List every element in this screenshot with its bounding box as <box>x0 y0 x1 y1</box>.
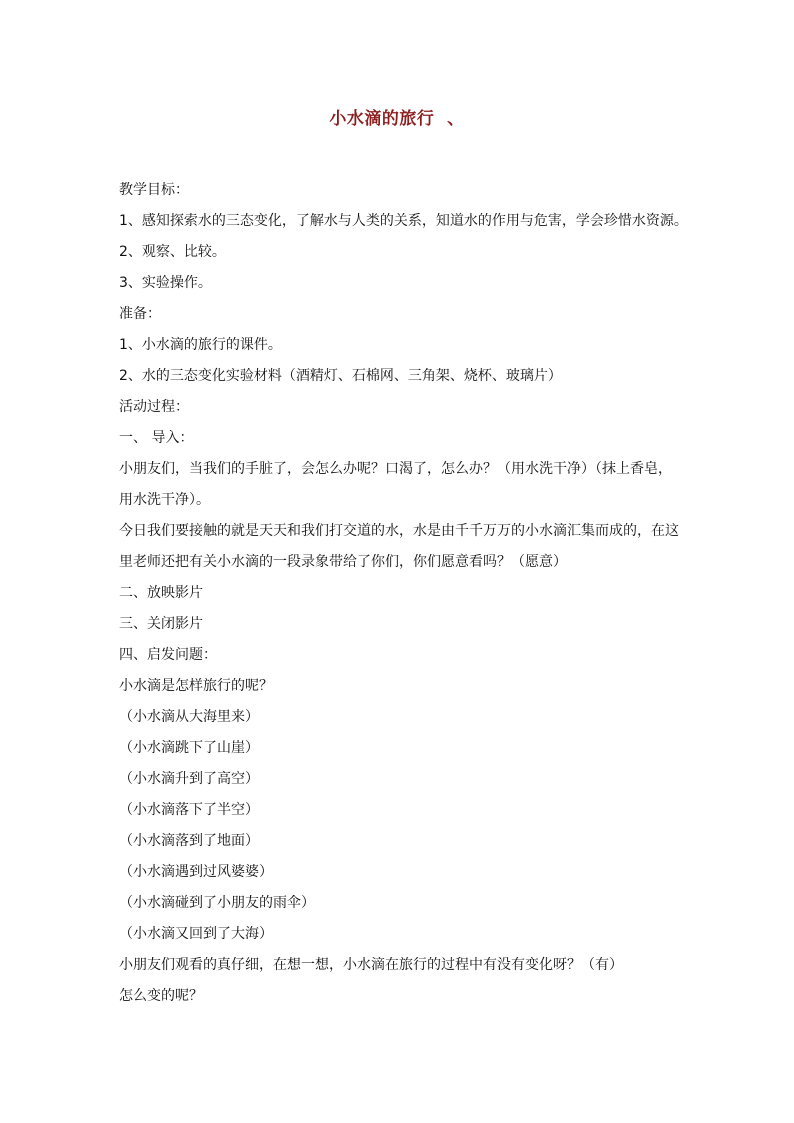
paragraph-line: （小水滴遇到过风婆婆） <box>119 864 273 880</box>
paragraph-line: 教学目标： <box>119 182 189 198</box>
paragraph-line: 1、小水滴的旅行的课件。 <box>119 337 282 353</box>
paragraph-line: 用水洗干净）。 <box>119 492 210 508</box>
paragraph-line: 三、关闭影片 <box>119 616 203 632</box>
paragraph-line: 里老师还把有关小水滴的一段录象带给了你们，你们愿意看吗？（愿意） <box>119 554 567 570</box>
paragraph-line: 1、感知探索水的三态变化，了解水与人类的关系，知道水的作用与危害，学会珍惜水资源。 <box>119 213 688 229</box>
paragraph-line: 小水滴是怎样旅行的呢？ <box>119 678 273 694</box>
paragraph-line: （小水滴又回到了大海） <box>119 926 273 942</box>
paragraph-line: （小水滴升到了高空） <box>119 771 259 787</box>
paragraph-line: 准备： <box>119 306 161 322</box>
paragraph-line: 怎么变的呢？ <box>119 988 203 1004</box>
paragraph-line: （小水滴落下了半空） <box>119 802 259 818</box>
paragraph-line: （小水滴跳下了山崖） <box>119 740 259 756</box>
paragraph-line: （小水滴碰到了小朋友的雨伞） <box>119 895 315 911</box>
paragraph-line: 一、 导入： <box>119 430 194 446</box>
paragraph-line: 四、启发问题： <box>119 647 217 663</box>
paragraph-line: 二、放映影片 <box>119 585 203 601</box>
document-title: 小水滴的旅行 、 <box>329 109 465 129</box>
paragraph-line: （小水滴从大海里来） <box>119 709 259 725</box>
paragraph-line: 2、水的三态变化实验材料（酒精灯、石棉网、三角架、烧杯、玻璃片） <box>119 368 562 384</box>
paragraph-line: 活动过程： <box>119 399 189 415</box>
paragraph-line: 小朋友们，当我们的手脏了，会怎么办呢？口渴了，怎么办？（用水洗干净）（抹上香皂， <box>119 461 672 477</box>
paragraph-line: （小水滴落到了地面） <box>119 833 259 849</box>
paragraph-line: 3、实验操作。 <box>119 275 212 291</box>
paragraph-line: 小朋友们观看的真仔细，在想一想，小水滴在旅行的过程中有没有变化呀？（有） <box>119 957 623 973</box>
document-body <box>119 175 689 1012</box>
paragraph-line: 今日我们要接触的就是天天和我们打交道的水，水是由千千万万的小水滴汇集而成的，在这 <box>119 523 679 539</box>
paragraph-line: 2、观察、比较。 <box>119 244 226 260</box>
